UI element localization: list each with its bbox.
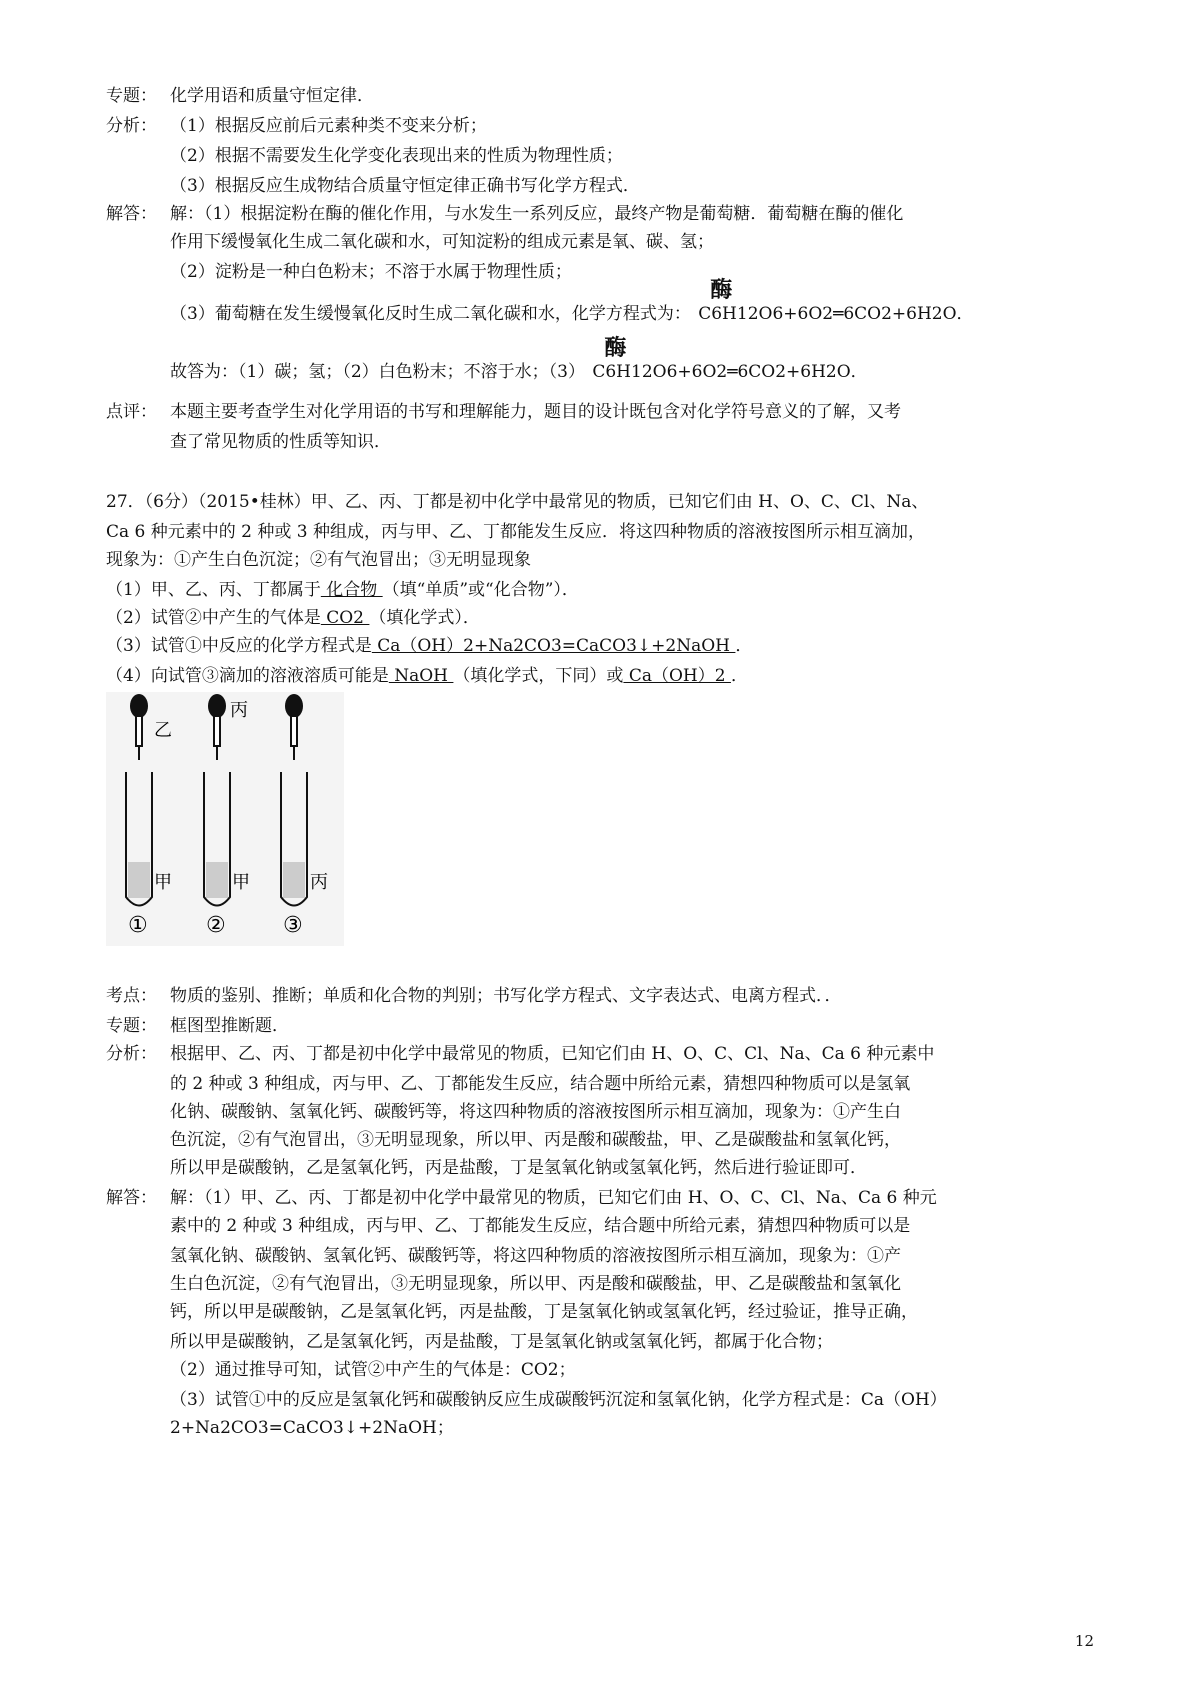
equation [590, 335, 869, 384]
analysis-label: 分析： [106, 116, 157, 136]
analysis-line: （1）根据反应前后元素种类不变来分析； [170, 116, 487, 136]
answer-line: 解：（1）根据淀粉在酶的催化作用，与水发生一系列反应，最终产物是葡萄糖．葡萄糖在酶的催化 [170, 204, 904, 224]
answer-line: 解：（1）甲、乙、丙、丁都是初中化学中最常见的物质，已知它们由 H、O、C、Cl、Na、Ca 6 种元 [170, 1188, 937, 1208]
comment-label: 点评： [106, 402, 157, 422]
page-number: 12 [1074, 1632, 1094, 1650]
tube-number-1: ① [128, 913, 148, 938]
question-line: 现象为：①产生白色沉淀；②有气泡冒出；③无明显现象 [106, 550, 531, 570]
analysis-line: 所以甲是碳酸钠，乙是氢氧化钙，丙是盐酸，丁是氢氧化钠或氢氧化钙，然后进行验证即可． [170, 1158, 867, 1178]
final-answer [170, 335, 870, 384]
equation [696, 277, 975, 326]
answer-blank: 化合物 [320, 580, 383, 600]
part-text: （4）向试管③滴加的溶液溶质可能是 [106, 666, 389, 686]
answer-blank: Ca（OH）2 [623, 666, 731, 686]
part-text: （填“单质”或“化合物”）． [382, 580, 579, 600]
answer-line: 钙，所以甲是碳酸钠，乙是氢氧化钙，丙是盐酸，丁是氢氧化钠或氢氧化钙，经过验证，推导正确， [170, 1302, 918, 1322]
part-text: （3）试管①中反应的化学方程式是 [106, 636, 372, 656]
topic-label: 专题： [106, 1016, 157, 1036]
answer-line: （2）通过推导可知，试管②中产生的气体是：CO2； [170, 1360, 576, 1380]
final-text: 故答为：（1）碳；氢；（2）白色粉末；不溶于水；（3） [170, 362, 585, 382]
answer-blank: NaOH [388, 666, 454, 686]
answer-line: 氢氧化钠、碳酸钠、氢氧化钙、碳酸钙等，将这四种物质的溶液按图所示相互滴加，现象为：①产 [170, 1246, 901, 1266]
tube-number-3: ③ [283, 913, 303, 938]
tube-1 [126, 772, 152, 906]
part-text: （2）试管②中产生的气体是 [106, 608, 321, 628]
analysis-line: （2）根据不需要发生化学变化表现出来的性质为物理性质； [170, 146, 623, 166]
test-tube-figure [106, 692, 344, 946]
answer-line: 2+Na2CO3=CaCO3↓+2NaOH； [170, 1418, 454, 1438]
analysis-line: 根据甲、乙、丙、丁都是初中化学中最常见的物质，已知它们由 H、O、C、Cl、Na、Ca 6 种元素中 [170, 1044, 935, 1064]
kp-label: 考点： [106, 986, 157, 1006]
answer-line: （3）试管①中的反应是氢氧化钙和碳酸钠反应生成碳酸钙沉淀和氢氧化钠，化学方程式是：Ca（OH） [170, 1390, 947, 1410]
answer-blank: Ca（OH）2+Na2CO3=CaCO3↓+2NaOH [371, 636, 736, 656]
part-text: （1）甲、乙、丙、丁都属于 [106, 580, 321, 600]
answer-label: 解答： [106, 204, 157, 224]
answer-line: 生白色沉淀，②有气泡冒出，③无明显现象，所以甲、丙是酸和碳酸盐，甲、乙是碳酸盐和氢氧化 [170, 1274, 901, 1294]
analysis-line: 化钠、碳酸钠、氢氧化钙、碳酸钙等，将这四种物质的溶液按图所示相互滴加，现象为：①产生白 [170, 1102, 901, 1122]
part-text: （填化学式，下同）或 [453, 666, 624, 686]
dropper-1 [130, 694, 148, 760]
question-line: Ca 6 种元素中的 2 种或 3 种组成，丙与甲、乙、丁都能发生反应．将这四种物质的溶液按图所示相互滴加， [106, 522, 926, 542]
label-jia-1: 甲 [154, 872, 172, 893]
analysis-label: 分析： [106, 1044, 157, 1064]
comment-line: 查了常见物质的性质等知识． [170, 432, 391, 452]
label-jia-2: 甲 [232, 872, 250, 893]
part-text: ． [735, 636, 753, 656]
answer-line: 作用下缓慢氧化生成二氧化碳和水，可知淀粉的组成元素是氧、碳、氢； [170, 232, 714, 252]
answer-text: （3）葡萄糖在发生缓慢氧化反时生成二氧化碳和水，化学方程式为： [170, 304, 691, 324]
question-part [106, 634, 752, 658]
answer-line [170, 277, 976, 326]
part-text: （填化学式）． [369, 608, 480, 628]
kp-text: 物质的鉴别、推断；单质和化合物的判别；书写化学方程式、文字表达式、电离方程式．． [170, 986, 842, 1006]
answer-blank: CO2 [320, 608, 370, 628]
label-bing: 丙 [230, 700, 248, 721]
topic-label: 专题： [106, 86, 157, 106]
tube-3 [281, 772, 307, 906]
answer-line: 素中的 2 种或 3 种组成，丙与甲、乙、丁都能发生反应，结合题中所给元素，猜想四种物质可以是 [170, 1216, 911, 1236]
analysis-line: 的 2 种或 3 种组成，丙与甲、乙、丁都能发生反应，结合题中所给元素，猜想四种物质可以是氢氧 [170, 1074, 911, 1094]
dropper-3 [285, 694, 303, 760]
topic-text: 化学用语和质量守恒定律． [170, 86, 374, 106]
question-part [106, 606, 480, 630]
answer-line: 所以甲是碳酸钠，乙是氢氧化钙，丙是盐酸，丁是氢氧化钠或氢氧化钙，都属于化合物； [170, 1332, 833, 1352]
tube-number-2: ② [206, 913, 226, 938]
question-part [106, 578, 579, 602]
equation-text: C6H12O6+6O2═6CO2+6H2O． [698, 304, 974, 324]
tube-2 [204, 772, 230, 906]
dropper-2 [208, 694, 226, 760]
label-bing-2: 丙 [310, 872, 328, 893]
question-line: 27．（6分）（2015•桂林）甲、乙、丙、丁都是初中化学中最常见的物质，已知它们由 H、O、C、Cl、Na、 [106, 492, 929, 512]
analysis-line: 色沉淀，②有气泡冒出，③无明显现象，所以甲、丙是酸和碳酸盐，甲、乙是碳酸盐和氢氧化钙， [170, 1130, 901, 1150]
part-text: ． [730, 666, 748, 686]
comment-line: 本题主要考查学生对化学用语的书写和理解能力，题目的设计既包含对化学符号意义的了解，又考 [170, 402, 901, 422]
topic-text: 框图型推断题． [170, 1016, 289, 1036]
label-yi: 乙 [154, 720, 172, 741]
test-tubes-illustration [106, 692, 344, 946]
analysis-line: （3）根据反应生成物结合质量守恒定律正确书写化学方程式． [170, 176, 640, 196]
equation-text: C6H12O6+6O2═6CO2+6H2O． [592, 362, 868, 382]
answer-line: （2）淀粉是一种白色粉末；不溶于水属于物理性质； [170, 262, 572, 282]
enzyme-label: 酶 [710, 277, 733, 303]
answer-label: 解答： [106, 1188, 157, 1208]
question-part [106, 664, 748, 688]
enzyme-label: 酶 [604, 335, 627, 361]
